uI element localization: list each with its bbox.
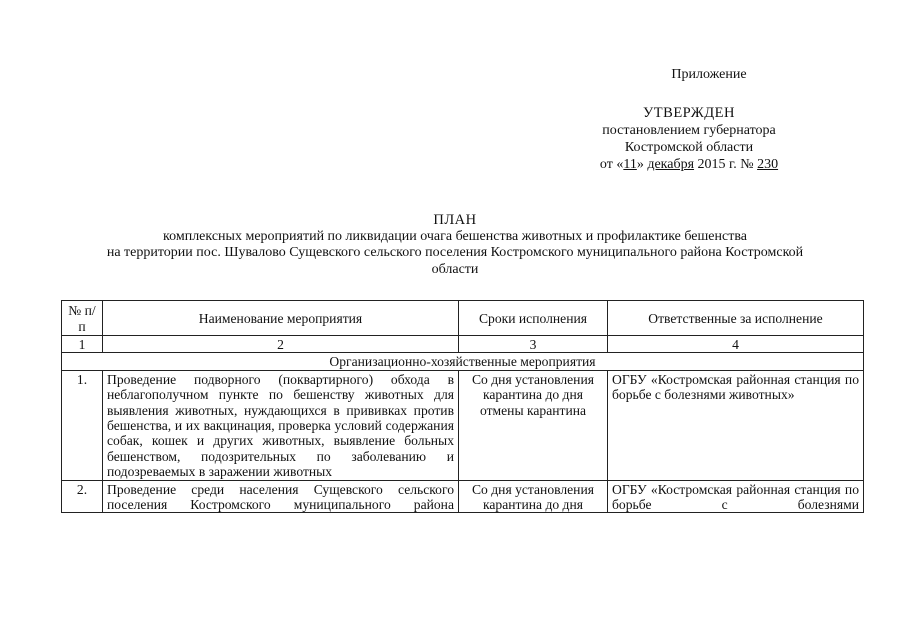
date-month: декабря: [647, 157, 695, 172]
plan-subtitle-line-1: комплексных мероприятий по ликвидации очага бешенства животных и профилактике бешенства: [163, 228, 747, 244]
date-year: 2015 г. №: [694, 157, 758, 172]
table-header-row: [62, 301, 864, 336]
date-mid: »: [636, 157, 648, 172]
plan-table: [61, 300, 864, 513]
date-day: 11: [623, 157, 637, 172]
approval-block: [569, 66, 809, 173]
header-num: № п/п: [62, 301, 103, 336]
row-name: Проведение подворного (поквартирного) обхода в неблагополучном пункте по бешенству животных для выявления животных, нуждающихся в прививках против бешенства, и их вакцинация, проверка условий содержания собак, кошек и других животных, выявление больных бешенством, подозрительных по заболеванию и подозреваемых в заражении животных: [103, 370, 459, 480]
table-row: [62, 370, 864, 480]
section-title: Организационно-хозяйственные мероприятия: [62, 353, 864, 370]
plan-subtitle-line-3: области: [431, 261, 479, 277]
plan-subtitle-line-2: на территории пос. Шувалово Сущевского сельского поселения Костромского муниципального района Костромской: [106, 245, 804, 260]
row-num: 2.: [62, 480, 103, 513]
header-term: Сроки исполнения: [459, 301, 608, 336]
header-resp: Ответственные за исполнение: [608, 301, 864, 336]
date-prefix: от «: [599, 157, 624, 172]
index-cell: 1: [62, 336, 103, 353]
index-cell: 3: [459, 336, 608, 353]
row-term: Со дня установления карантина до дня отмены карантина: [459, 370, 608, 480]
table-section-row: [62, 353, 864, 370]
header-name: Наименование мероприятия: [103, 301, 459, 336]
row-resp: ОГБУ «Костромская районная станция по борьбе с болезнями животных»: [608, 370, 864, 480]
approved-label: УТВЕРЖДЕН: [643, 105, 735, 121]
table-row: [62, 480, 864, 513]
row-resp: ОГБУ «Костромская районная станция по борьбе с болезнями: [608, 480, 864, 513]
region-line: Костромской области: [624, 140, 754, 155]
index-cell: 2: [103, 336, 459, 353]
annex-label: Приложение: [671, 67, 747, 82]
row-num: 1.: [62, 370, 103, 480]
plan-title-block: [60, 212, 850, 278]
index-cell: 4: [608, 336, 864, 353]
date-number: 230: [757, 157, 779, 172]
row-term: Со дня установления карантина до дня: [459, 480, 608, 513]
decree-line: постановлением губернатора: [602, 123, 776, 138]
table-index-row: [62, 336, 864, 353]
row-name: Проведение среди населения Сущевского сельского поселения Костромского муниципального района: [103, 480, 459, 513]
plan-title: ПЛАН: [433, 212, 477, 228]
decree-date: [569, 156, 809, 173]
